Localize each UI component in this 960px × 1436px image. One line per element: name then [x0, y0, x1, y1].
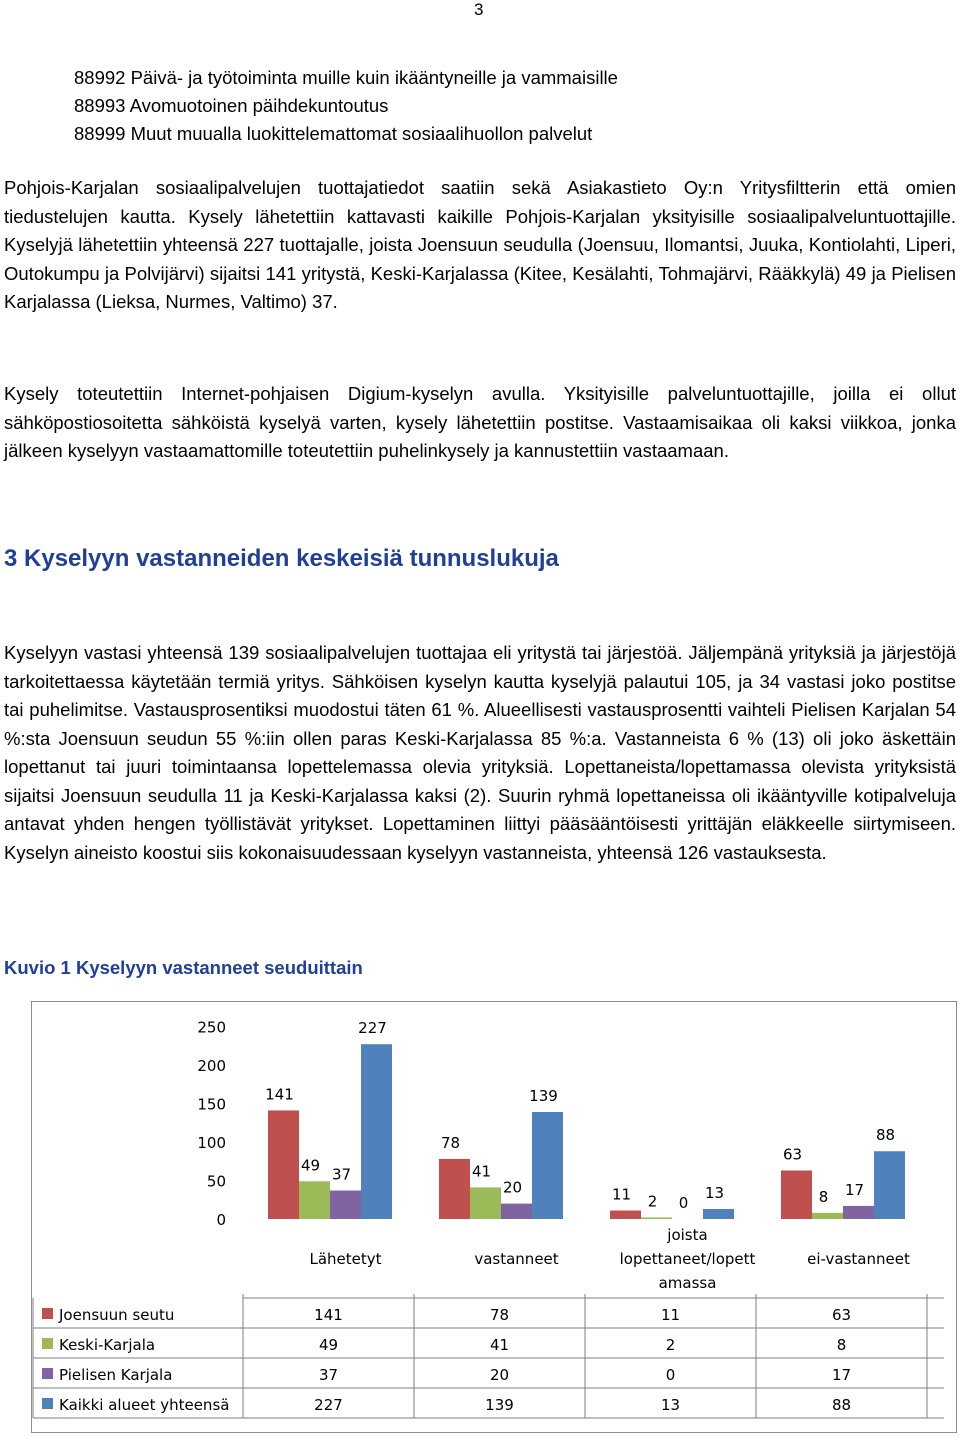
data-label: 227 [358, 1019, 387, 1038]
table-value: 11 [660, 1306, 681, 1324]
industry-code-line: 88992 Päivä- ja työtoiminta muille kuin ikääntyneille ja vammaisille [74, 67, 618, 88]
y-tick-label: 250 [197, 1018, 226, 1037]
legend-label: Pielisen Karjala [59, 1366, 173, 1384]
table-value: 49 [318, 1336, 339, 1354]
y-tick-label: 200 [197, 1057, 226, 1075]
x-tick-label: lopettaneet/lopett [619, 1250, 756, 1268]
bar [703, 1209, 734, 1219]
industry-code-line: 88999 Muut muualla luokittelemattomat sosiaalihuollon palvelut [74, 123, 593, 144]
x-tick-label: joista [667, 1226, 708, 1244]
legend-label: Joensuun seutu [59, 1306, 175, 1324]
data-label: 63 [782, 1145, 803, 1164]
x-tick-label: ei-vastanneet [807, 1250, 910, 1268]
y-tick-label: 50 [206, 1172, 226, 1191]
y-tick-label: 0 [216, 1211, 226, 1229]
x-tick-label: vastanneet [474, 1250, 559, 1268]
bar [439, 1159, 470, 1219]
bar [781, 1170, 812, 1219]
bar [330, 1191, 361, 1219]
industry-code-list [74, 64, 618, 148]
y-tick-label: 150 [197, 1095, 226, 1114]
bar [843, 1206, 874, 1219]
legend-key [42, 1308, 53, 1319]
table-value: 78 [489, 1306, 510, 1324]
data-label: 141 [265, 1085, 294, 1104]
bar [501, 1204, 532, 1219]
data-label: 49 [300, 1156, 321, 1175]
bar-chart [31, 1001, 957, 1433]
bar [268, 1110, 299, 1219]
table-value: 227 [314, 1396, 343, 1414]
data-label: 37 [331, 1165, 352, 1184]
table-value: 0 [665, 1366, 676, 1384]
body-paragraph-data-sources: Pohjois-Karjalan sosiaalipalvelujen tuottajatiedot saatiin sekä Asiakastieto Oy:n Yritysfiltterin että omien tiedustelujen kautta. Kysely lähetettiin kattavasti kaikille Pohjois-Karjalan yksityisille sosiaalipalveluntuottajille. Kyselyjä lähetettiin yhteensä 227 tuottajalle, joista Joensuun seudulla (Joensuu, Ilomantsi, Juuka, Kontiolahti, Liperi, Outokumpu ja Polvijärvi) sijaitsi 141 yritystä, Keski-Karjalassa (Kitee, Kesälahti, Tohmajärvi, Rääkkylä) 49 ja Pielisen Karjalassa (Lieksa, Nurmes, Valtimo) 37. [4, 177, 956, 312]
body-paragraph-key-figures: Kyselyyn vastasi yhteensä 139 sosiaalipalvelujen tuottajaa eli yritystä tai järjestöä. Jäljempänä yrityksiä ja järjestöjä tarkoitettaessa käytetään termiä yritys. Sähköisen kyselyn kautta kyselyjä palautui 105, ja 34 vastasi joko postitse tai puhelimitse. Vastausprosentiksi muodostui täten 61 %. Alueellisesti vastausprosentti vaihteli Pielisen Karjalan 54 %:sta Joensuun seudun 55 %:iin ollen paras Keski-Karjalassa 85 %:a. Vastanneista 6 % (13) oli joko äskettäin lopettanut tai juuri toimintaansa lopettelemassa olevia yrityksiä. Lopettaneista/lopettamassa olevista yrityksistä sijaitsi Joensuun seudulla 11 ja Keski-Karjalassa kaksi (2). Suurin ryhmä lopettaneissa oli ikääntyville kotipalveluja antavat yhden hengen työllistävät yritykset. Lopettaminen liittyi pääsääntöisesti yrittäjän eläkkeelle siirtymiseen. Kyselyn aineisto koostui siis kokonaisuudessaan kyselyyn vastanneista, yhteensä 126 vastauksesta. [4, 642, 956, 863]
table-value: 13 [660, 1396, 681, 1414]
table-value: 63 [831, 1306, 852, 1324]
x-tick-label: Lähetetyt [309, 1250, 382, 1268]
table-value: 20 [489, 1366, 510, 1384]
data-label: 17 [844, 1180, 865, 1199]
data-label: 139 [529, 1086, 558, 1105]
bar [470, 1187, 501, 1219]
legend-key [42, 1398, 53, 1409]
table-value: 37 [318, 1366, 339, 1384]
bar [610, 1211, 641, 1219]
bar [874, 1151, 905, 1219]
legend-label: Kaikki alueet yhteensä [59, 1396, 230, 1414]
bar [532, 1112, 563, 1219]
industry-code-line: 88993 Avomuotoinen päihdekuntoutus [74, 95, 389, 116]
bar [812, 1213, 843, 1219]
legend-label: Keski-Karjala [59, 1336, 156, 1354]
data-label: 20 [502, 1178, 523, 1197]
body-paragraph-survey-method: Kysely toteutettiin Internet-pohjaisen Digium-kyselyn avulla. Yksityisille palveluntuottajille, joilla ei ollut sähköpostiosoitetta sähköistä kyselyä varten, kysely lähetettiin postitse. Vastaamisaikaa oli kaksi viikkoa, jonka jälkeen kyselyyn vastaamattomille toteutettiin puhelinkysely ja kannustettiin vastaamaan. [4, 383, 956, 461]
data-label: 41 [471, 1162, 492, 1181]
x-tick-label: amassa [658, 1274, 717, 1292]
table-value: 88 [831, 1396, 852, 1414]
table-value: 17 [831, 1366, 852, 1384]
y-tick-label: 100 [197, 1134, 226, 1152]
figure-caption: Kuvio 1 Kyselyyn vastanneet seuduittain [4, 957, 363, 978]
data-label: 0 [678, 1194, 689, 1212]
data-label: 11 [611, 1185, 632, 1204]
page-number: 3 [474, 0, 484, 19]
bar [361, 1044, 392, 1219]
legend-key [42, 1338, 53, 1349]
data-label: 13 [704, 1183, 725, 1202]
bar [641, 1217, 672, 1219]
table-value: 8 [836, 1336, 847, 1354]
section-heading: 3 Kyselyyn vastanneiden keskeisiä tunnuslukuja [4, 545, 559, 572]
data-label: 2 [647, 1192, 658, 1211]
table-value: 2 [665, 1336, 676, 1354]
data-label: 8 [818, 1187, 829, 1206]
legend-key [42, 1368, 53, 1379]
table-value: 141 [314, 1306, 343, 1324]
table-value: 139 [485, 1396, 514, 1414]
bar [299, 1181, 330, 1219]
data-label: 78 [440, 1133, 461, 1152]
table-value: 41 [489, 1336, 510, 1354]
data-label: 88 [875, 1126, 896, 1145]
